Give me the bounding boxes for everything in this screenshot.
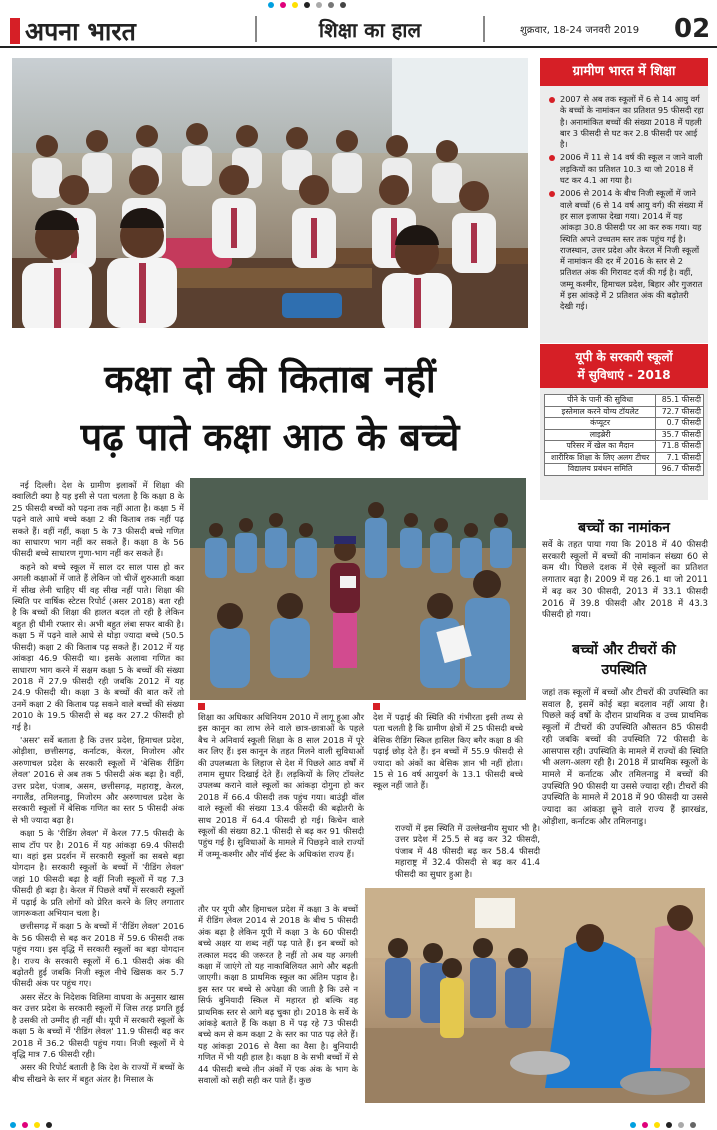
page-header [0,10,717,48]
attendance-heading-line-1: बच्चों और टीचरों की [572,642,676,658]
facility-name: इस्तेमाल करने योग्य टॉयलेट [545,406,656,418]
article-column-1 [12,480,184,1087]
facility-value: 71.8 फीसदी [656,441,704,453]
page-number: 02 [674,14,711,44]
outdoor-class-photo [190,478,526,700]
article-column-2: शिक्षा का अधिकार अधिनियम 2010 में लागू हुआ और इस कानून का लाभ लेने वाले छात्र-छात्राओं के पहले बैच ने अनिवार्य स्कूली शिक्षा के 8 साल 2018 में पूरे कर लिए हैं। इस कानून के तहत मिलने वाली सुविधाओं की उपलब्धता के लिहाज से देश में पिछले आठ वर्षों में तमाम सुधार दिखाई देते हैं। लड़कियों के लिए टॉयलेट उपलब्ध कराने वाले स्कूलों का आंकड़ा दोगुना हो कर 2018 में 66.4 फीसदी तक पहुंच गया। बाउंड्री वॉल वाले स्कूलों की संख्या 13.4 फीसदी की बढ़ोतरी के साथ 2018 में 64.4 फीसदी हो गई। किचेन वाले स्कूलों की संख्या 82.1 फीसदी से बढ़ कर 91 फीसदी पहुंच गई है। सुविधाओं के मामले में पिछड़ने वाले राज्यों में जम्मू-कश्मीर और नॉर्थ ईस्ट के अधिकांश राज्य हैं। [198,712,364,859]
brand-flag-icon [10,18,20,44]
article-paragraph: कक्षा 5 के 'रीडिंग लेवल' में केरल 77.5 फीसदी के साथ टॉप पर है। 2016 में यह आंकड़ा 69.4 फीसदी था। वहां इस प्रदर्शन में सरकारी स्कूलों का सबसे बड़ा योगदान है। सरकारी स्कूलों के बच्चों में 'रीडिंग लेवल' जहां 10 फीसदी बढ़ा है वहीं निजी स्कूलों में यह 7.3 फीसदी ही बढ़ा है। केरल में पिछले वर्षों में सरकारी स्कूलों में पढ़ाई के प्रति लोगों को प्रेरित करने के लिए लगातार जागरूकता अभियान चला है। [12,828,184,919]
enrolment-heading: बच्चों का नामांकन [578,520,670,536]
facility-name: पीने के पानी की सुविधा [545,395,656,407]
article-paragraph: असर की रिपोर्ट बताती है कि देश के राज्यों में बच्चों के बीच सीखने के स्तर में बहुत अंतर है। मिसाल के [12,1062,184,1084]
facility-name: कंप्यूटर [545,418,656,430]
classroom-students-illustration [12,58,528,328]
midday-meal-photo [365,888,705,1103]
facility-value: 72.7 फीसदी [656,406,704,418]
print-registration-bottom [0,1120,717,1130]
section-title: शिक्षा का हाल [255,16,485,42]
facility-name: परिसर में खेल का मैदान [545,441,656,453]
brand-name: अपना भारत [25,17,136,46]
facility-value: 96.7 फीसदी [656,464,704,476]
article-paragraph: असर सेंटर के निदेशक विलिमा वाधवा के अनुसार खास कर उत्तर प्रदेश के सरकारी स्कूलों में जिस तरह प्रगति हुई है उसकी तो उम्मीद ही नहीं थी। यूपी में सरकारी स्कूलों के कक्षा 5 के बच्चों में 'रीडिंग लेवल' 11.9 फीसदी बढ़ कर 2018 में 36.2 फीसदी पहुंच गया। निजी स्कूलों में ये वृद्धि मात्र 7.6 फीसदी रही। [12,991,184,1059]
sidebar-fact: 2006 में 11 से 14 वर्ष की स्कूल न जाने वाली लड़कियों का प्रतिशत 10.3 था जो 2018 में घट कर 4.1 आ गया है। [548,152,704,186]
facility-value: 0.7 फीसदी [656,418,704,430]
table-row [545,395,704,407]
facility-value: 35.7 फीसदी [656,429,704,441]
classroom-photo [12,58,528,328]
table-row [545,418,704,430]
facilities-table-box [540,344,708,500]
enrolment-text: सर्वे के तहत पाया गया कि 2018 में 40 फीसदी सरकारी स्कूलों में बच्चों की नामांकन संख्या 60 से कम थी। पिछले दशक में ऐसे स्कूलों का प्रतिशत लगातार बढ़ा है। 2009 में यह 26.1 था जो 2011 में बढ़ कर 30 फीसदी, 2013 में 33.1 फीसदी 2016 में 39.8 फीसदी और 2018 में 43.3 फीसदी हो गया। [542,540,708,621]
column-marker [198,703,205,710]
state-improvement-text: राज्यों में इस स्थिति में उल्लेखनीय सुधार भी है। उत्तर प्रदेश में 25.5 से बढ़ कर 32 फीसदी, पंजाब में 48 फीसदी बढ़ कर 58.4 फीसदी महाराष्ट्र में 32.4 फीसदी से बढ़ कर 41.4 फीसदी का सुधार हुआ है। [395,823,540,879]
sidebar-fact: 2007 से अब तक स्कूलों में 6 से 14 आयु वर्ग के बच्चों के नामांकन का प्रतिशत 95 फीसदी रहा है। अनामांकित बच्चों की संख्या 2018 में पहली बार 3 फीसदी से घट कर 2.8 फीसदी पर आई है। [548,94,704,150]
article-paragraph: कहने को बच्चे स्कूल में साल दर साल पास हो कर अगली कक्षाओं में जाते हैं लेकिन जो चीजें शुरुआती कक्षा में सीख लेनी चाहिए थीं वह सीख नहीं पाते। शिक्षा की स्थिति पर वार्षिक स्टेटस रिपोर्ट (असर 2018) बता रही है कि बच्चों की शिक्षा की हालत बदल तो रही है लेकिन बहुत ही धीमी रफ्तार से। अभी बहुत लंबा सफर बाकी है। कक्षा 5 में पढ़ने वाले आधे से थोड़ा ज्यादा बच्चे (50.5 फीसदी) कक्षा 2 की किताब पढ़ सकते हैं। 2012 में यह आंकड़ा 46.9 फीसदी था। इसके अलावा गणित का साधारण भाग करने में सक्षम कक्षा 5 के बच्चों की संख्या 2018 में 27.9 फीसदी रही जबकि 2012 में यह 24.9 फीसदी थी। कक्षा 3 के बच्चों की बात करें तो उनमें कक्षा 2 की किताब पढ़ सकने वाले बच्चों की संख्या 2010 के 19.5 फीसदी से बढ़ कर 27.2 फीसदी हो गई है। [12,561,184,732]
attendance-text: जहां तक स्कूलों में बच्चों और टीचरों की उपस्थिति का सवाल है, इसमें कोई बड़ा बदलाव नहीं आया है। पिछले कई वर्षों के दौरान प्राथमिक व उच्च प्राथमिक स्कूलों में टीचरों की उपस्थिति औसतन 85 फीसदी रही जबकि बच्चों की उपस्थिति 72 फीसदी के आसपास रही। उपस्थिति के मामले में राज्यों की स्थिति भी अलग-अलग रही है। 2018 में प्राथमिक स्कूलों के मामले में कर्नाटक और तमिलनाडु में बच्चों की उपस्थिति 90 फीसदी या उससे ज्यादा रही। टीचरों की उपस्थिति के मामले में 2018 में 90 फीसदी या उससे ज्यादा का आंकड़ा छूने वाले राज्य हैं झारखंड, ओड़ीशा, कर्नाटक और तमिलनाडु। [542,688,708,827]
facilities-title-line-1: यूपी के सरकारी स्कूलों [575,350,673,364]
sidebar-fact: 2006 से 2014 के बीच निजी स्कूलों में जाने वाले बच्चों (6 से 14 वर्ष आयु वर्ग) की संख्या में हर साल इजाफा देखा गया। 2014 में यह आंकड़ा 30.8 फीसदी पर आ कर रुक गया। यह स्थिति अपने उच्चतम स्तर तक पहुंच गई है। राजस्थान, उत्तर प्रदेश और केरल में निजी स्कूलों में नामांकन की दर में 2016 के स्तर से 2 प्रतिशत अंक की गिरावट दर्ज की गई है। वहीं, जम्मू कश्मीर, हिमाचल प्रदेश, बिहार और गुजरात में इस आंकड़े में 2 प्रतिशत अंक की बढ़ोतरी देखी गई। [548,188,704,312]
registration-marks [268,2,346,8]
midday-meal-illustration [365,888,705,1103]
issue-date: शुक्रवार, 18-24 जनवरी 2019 [520,25,640,36]
headline-line-2: पढ़ पाते कक्षा आठ के बच्चे [80,415,460,459]
registration-marks [10,1122,52,1128]
attendance-heading-line-2: उपस्थिति [601,662,647,678]
table-row [545,452,704,464]
article-paragraph: नई दिल्ली। देश के ग्रामीण इलाकों में शिक्षा की क्वालिटी क्या है यह इसी से पता चलता है कि कक्षा 8 के 25 फीसदी बच्चों को पढ़ना तक नहीं आता है। कक्षा 5 में पढ़ने वाले आधे बच्चे कक्षा 2 की किताब तक नहीं पढ़ सकते हैं। वहीं नहीं, कक्षा 5 के 73 फीसदी बच्चे गणित का साधारण भाग नहीं कर सकते हैं। कक्षा 8 के 56 फीसदी बच्चे साधारण गुणा-भाग नहीं कर सकते हैं। [12,480,184,559]
facility-name: लाइब्रेरी [545,429,656,441]
facilities-title-line-2: में सुविधाएं - 2018 [577,368,671,382]
column-marker [373,703,380,710]
sidebar-title: ग्रामीण भारत में शिक्षा [540,58,708,86]
table-row [545,406,704,418]
facilities-table [544,394,704,476]
rural-education-sidebar [540,58,708,343]
headline-line-1: कक्षा दो की किताब नहीं [104,357,436,401]
registration-marks [630,1122,696,1128]
article-column-2-continued: तौर पर यूपी और हिमाचल प्रदेश में कक्षा 3 के बच्चों में रीडिंग लेवल 2014 से 2018 के बीच 5 फीसदी अंक बढ़ा है लेकिन यूपी में कक्षा 3 के 60 फीसदी बच्चे अक्षर या शब्द नहीं पढ़ पाते हैं। इन बच्चों को तत्काल मदद की जरूरत है नहीं तो अब यह अगली कक्षा में जाएंगे तो यह नाकाबिलियत आगे और बढ़ती जाएगी। कक्षा 8 प्राथमिक स्कूल का अंतिम पड़ाव है। इस स्तर पर बच्चे से अपेक्षा की जाती है कि उसे न सिर्फ बुनियादी स्किल में महारत हो बल्कि वह प्राथमिक स्तर से आगे बढ़ चुका हो। 2018 के सर्वे के आंकड़े बताते हैं कि कक्षा 8 में पढ़ रहे 73 फीसदी बच्चे कम से कम कक्षा 2 के स्तर का पाठ पढ़ लेते हैं। यह आंकड़ा 2016 से वैसा का वैसा है। बुनियादी गणित में भी यही हाल है। कक्षा 8 के सभी बच्चों में से 44 फीसदी बच्चे तीन अंकों में एक अंक के भाग के सवालों को सही सही कर पाते हैं। कुछ [198,904,359,1086]
facility-value: 85.1 फीसदी [656,395,704,407]
sidebar-facts-list [548,94,704,315]
outdoor-class-illustration [190,478,526,700]
facilities-title [540,344,708,388]
main-headline [12,350,528,466]
facility-value: 7.1 फीसदी [656,452,704,464]
table-row [545,429,704,441]
print-registration-top [0,0,717,9]
article-column-3: देश में पढ़ाई की स्थिति की गंभीरता इसी तथ्य से पता चलती है कि ग्रामीण क्षेत्रों में 25 फीसदी बच्चे बेसिक रीडिंग स्किल हासिल किए बगैर कक्षा 8 की पढ़ाई छोड़ देते हैं। इन बच्चों में 55.9 फीसदी से ज्यादा को अंकों का बेसिक ज्ञान भी नहीं होता। 15 से 16 वर्ष आयुवर्ग के 13.1 फीसदी बच्चे स्कूल नहीं जाते हैं। [373,712,523,791]
masthead-brand [10,14,136,48]
article-paragraph: 'असर' सर्वे बताता है कि उत्तर प्रदेश, हिमाचल प्रदेश, ओड़ीशा, छत्तीसगढ़, कर्नाटक, केरल, मिजोरम और अरुणाचल प्रदेश के सरकारी स्कूलों में 'बेसिक रीडिंग लेवल' 2016 से अब तक 5 फीसदी अंक बढ़ा है। वहीं, उत्तर प्रदेश, पंजाब, असम, छत्तीसगढ़, महाराष्ट्र, केरल, नगालैंड, तमिलनाडु, मिजोरम और अरुणाचल प्रदेश के सरकारी स्कूलों में बेसिक गणित का स्तर 5 फीसदी अंक से भी ज्यादा बढ़ा है। [12,734,184,825]
article-paragraph: छत्तीसगढ़ में कक्षा 5 के बच्चों में 'रीडिंग लेवल' 2016 के 56 फीसदी से बढ़ कर 2018 में 59.6 फीसदी तक पहुंच गया। इस वृद्धि में सरकारी स्कूलों का बड़ा योगदान है। राज्य के सरकारी स्कूलों में 6.1 फीसदी अंक की बढ़ोतरी हुई जबकि निजी स्कूल नीचे खिसक कर 5.7 फीसदी अंक पर पहुंच गए। [12,921,184,989]
table-row [545,464,704,476]
facility-name: शारीरिक शिक्षा के लिए अलग टीचर [545,452,656,464]
attendance-heading [540,640,708,680]
table-row [545,441,704,453]
facility-name: विद्यालय प्रबंधन समिति [545,464,656,476]
